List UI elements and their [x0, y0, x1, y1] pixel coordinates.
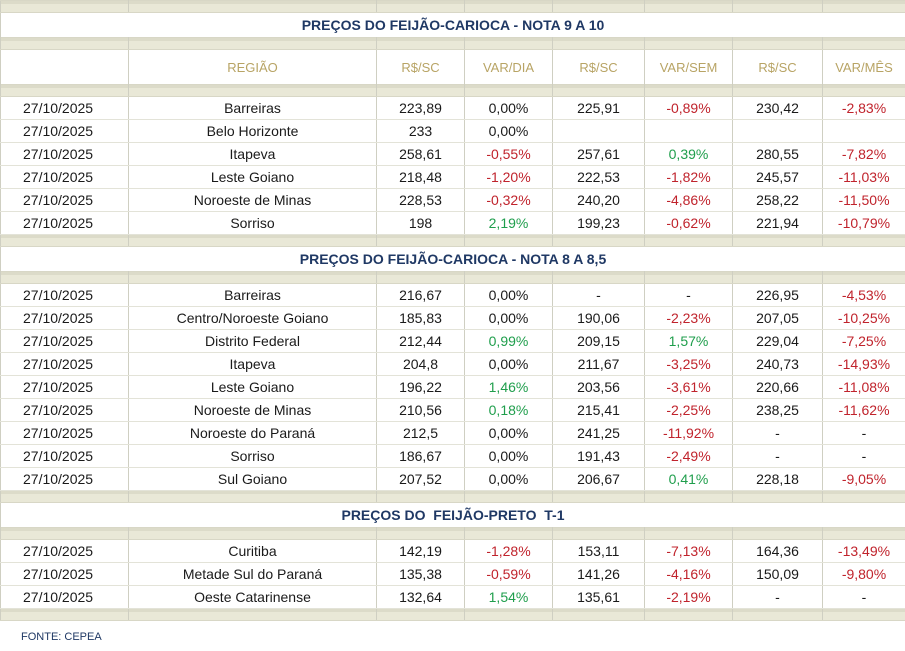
value-cell: 209,15 — [553, 330, 645, 353]
value-cell: 220,66 — [733, 376, 823, 399]
band-cell — [645, 85, 733, 97]
band-cell — [129, 272, 377, 284]
value-cell: 0,00% — [465, 97, 553, 120]
value-cell: 0,18% — [465, 399, 553, 422]
table-row — [1, 376, 905, 399]
value-cell: 211,67 — [553, 353, 645, 376]
band-row — [1, 528, 905, 540]
band-cell — [1, 528, 129, 540]
band-cell — [377, 491, 465, 503]
header-date-blank — [1, 50, 129, 85]
value-cell: 215,41 — [553, 399, 645, 422]
band-cell — [553, 235, 645, 247]
region-cell: Leste Goiano — [129, 166, 377, 189]
date-cell: 27/10/2025 — [1, 189, 129, 212]
value-cell — [645, 120, 733, 143]
band-cell — [733, 609, 823, 621]
band-cell — [553, 1, 645, 13]
value-cell: 0,39% — [645, 143, 733, 166]
table-row — [1, 563, 905, 586]
column-header: REGIÃO — [129, 50, 377, 85]
value-cell: 212,5 — [377, 422, 465, 445]
region-cell: Noroeste do Paraná — [129, 422, 377, 445]
band-cell — [1, 85, 129, 97]
value-cell: -7,82% — [823, 143, 905, 166]
value-cell: 218,48 — [377, 166, 465, 189]
value-cell: -11,92% — [645, 422, 733, 445]
value-cell: 0,00% — [465, 445, 553, 468]
band-cell — [553, 272, 645, 284]
value-cell: 142,19 — [377, 540, 465, 563]
table-row — [1, 166, 905, 189]
value-cell: -0,32% — [465, 189, 553, 212]
band-row — [1, 1, 905, 13]
section-title-row — [1, 247, 905, 272]
value-cell: 135,61 — [553, 586, 645, 609]
value-cell: - — [733, 586, 823, 609]
value-cell: 206,67 — [553, 468, 645, 491]
band-cell — [1, 1, 129, 13]
value-cell: 1,57% — [645, 330, 733, 353]
band-cell — [1, 609, 129, 621]
value-cell: -11,03% — [823, 166, 905, 189]
band-cell — [553, 609, 645, 621]
band-cell — [823, 528, 905, 540]
region-cell: Itapeva — [129, 143, 377, 166]
value-cell: -7,13% — [645, 540, 733, 563]
date-cell: 27/10/2025 — [1, 212, 129, 235]
table-row — [1, 307, 905, 330]
value-cell: -2,19% — [645, 586, 733, 609]
table-row — [1, 422, 905, 445]
value-cell: -11,62% — [823, 399, 905, 422]
region-cell: Curitiba — [129, 540, 377, 563]
value-cell: -9,80% — [823, 563, 905, 586]
value-cell — [553, 120, 645, 143]
column-header: R$/SC — [733, 50, 823, 85]
band-cell — [553, 491, 645, 503]
date-cell: 27/10/2025 — [1, 143, 129, 166]
band-cell — [733, 38, 823, 50]
band-cell — [465, 491, 553, 503]
value-cell: 230,42 — [733, 97, 823, 120]
band-cell — [377, 235, 465, 247]
value-cell: -7,25% — [823, 330, 905, 353]
region-cell: Leste Goiano — [129, 376, 377, 399]
value-cell: 207,05 — [733, 307, 823, 330]
date-cell: 27/10/2025 — [1, 399, 129, 422]
region-cell: Sul Goiano — [129, 468, 377, 491]
band-cell — [1, 38, 129, 50]
band-cell — [129, 38, 377, 50]
band-cell — [129, 609, 377, 621]
value-cell: -4,16% — [645, 563, 733, 586]
band-cell — [129, 1, 377, 13]
value-cell: - — [645, 284, 733, 307]
value-cell: 141,26 — [553, 563, 645, 586]
value-cell: -1,82% — [645, 166, 733, 189]
value-cell: 210,56 — [377, 399, 465, 422]
value-cell: 191,43 — [553, 445, 645, 468]
region-cell: Itapeva — [129, 353, 377, 376]
column-header: VAR/SEM — [645, 50, 733, 85]
value-cell: 257,61 — [553, 143, 645, 166]
value-cell: 135,38 — [377, 563, 465, 586]
band-cell — [1, 272, 129, 284]
value-cell: -0,59% — [465, 563, 553, 586]
band-cell — [645, 1, 733, 13]
value-cell: 190,06 — [553, 307, 645, 330]
table-row — [1, 97, 905, 120]
value-cell: -4,53% — [823, 284, 905, 307]
band-cell — [823, 85, 905, 97]
value-cell: 196,22 — [377, 376, 465, 399]
column-header: R$/SC — [377, 50, 465, 85]
band-row — [1, 38, 905, 50]
value-cell: 216,67 — [377, 284, 465, 307]
table-row — [1, 330, 905, 353]
value-cell: -14,93% — [823, 353, 905, 376]
value-cell: -1,28% — [465, 540, 553, 563]
value-cell: -10,25% — [823, 307, 905, 330]
date-cell: 27/10/2025 — [1, 284, 129, 307]
value-cell: - — [733, 445, 823, 468]
band-cell — [553, 38, 645, 50]
value-cell: -3,61% — [645, 376, 733, 399]
value-cell: 241,25 — [553, 422, 645, 445]
value-cell: -2,83% — [823, 97, 905, 120]
region-cell: Oeste Catarinense — [129, 586, 377, 609]
value-cell: 185,83 — [377, 307, 465, 330]
region-cell: Sorriso — [129, 212, 377, 235]
value-cell: -1,20% — [465, 166, 553, 189]
value-cell: -13,49% — [823, 540, 905, 563]
table-row — [1, 468, 905, 491]
value-cell: 280,55 — [733, 143, 823, 166]
band-row — [1, 491, 905, 503]
band-cell — [733, 235, 823, 247]
value-cell: 223,89 — [377, 97, 465, 120]
date-cell: 27/10/2025 — [1, 166, 129, 189]
value-cell: 0,41% — [645, 468, 733, 491]
band-cell — [129, 85, 377, 97]
date-cell: 27/10/2025 — [1, 540, 129, 563]
band-cell — [465, 38, 553, 50]
value-cell: 150,09 — [733, 563, 823, 586]
band-cell — [465, 528, 553, 540]
value-cell: 0,00% — [465, 422, 553, 445]
value-cell: -0,89% — [645, 97, 733, 120]
section-title: PREÇOS DO FEIJÃO-PRETO T-1 — [1, 503, 905, 528]
region-cell: Barreiras — [129, 97, 377, 120]
value-cell: -10,79% — [823, 212, 905, 235]
value-cell: -2,23% — [645, 307, 733, 330]
value-cell: - — [823, 445, 905, 468]
value-cell: 222,53 — [553, 166, 645, 189]
value-cell — [733, 120, 823, 143]
value-cell: -9,05% — [823, 468, 905, 491]
value-cell: -2,25% — [645, 399, 733, 422]
band-row — [1, 235, 905, 247]
table-row — [1, 120, 905, 143]
band-cell — [377, 85, 465, 97]
date-cell: 27/10/2025 — [1, 330, 129, 353]
value-cell: 240,20 — [553, 189, 645, 212]
value-cell: 0,00% — [465, 468, 553, 491]
table-row — [1, 143, 905, 166]
value-cell: 228,53 — [377, 189, 465, 212]
section-title: PREÇOS DO FEIJÃO-CARIOCA - NOTA 9 A 10 — [1, 13, 905, 38]
band-cell — [645, 491, 733, 503]
date-cell: 27/10/2025 — [1, 563, 129, 586]
source-note: FONTE: CEPEA — [21, 631, 102, 643]
band-cell — [465, 85, 553, 97]
date-cell: 27/10/2025 — [1, 353, 129, 376]
value-cell: -0,55% — [465, 143, 553, 166]
band-cell — [465, 272, 553, 284]
value-cell: -0,62% — [645, 212, 733, 235]
band-cell — [645, 235, 733, 247]
value-cell: 0,00% — [465, 120, 553, 143]
band-cell — [645, 609, 733, 621]
region-cell: Noroeste de Minas — [129, 189, 377, 212]
date-cell: 27/10/2025 — [1, 468, 129, 491]
value-cell: -2,49% — [645, 445, 733, 468]
value-cell: 0,00% — [465, 307, 553, 330]
section-title: PREÇOS DO FEIJÃO-CARIOCA - NOTA 8 A 8,5 — [1, 247, 905, 272]
column-header: R$/SC — [553, 50, 645, 85]
value-cell: 238,25 — [733, 399, 823, 422]
value-cell: - — [553, 284, 645, 307]
value-cell: 203,56 — [553, 376, 645, 399]
date-cell: 27/10/2025 — [1, 445, 129, 468]
value-cell: 225,91 — [553, 97, 645, 120]
band-cell — [377, 1, 465, 13]
table-row — [1, 353, 905, 376]
value-cell: 1,46% — [465, 376, 553, 399]
region-cell: Noroeste de Minas — [129, 399, 377, 422]
value-cell: - — [823, 586, 905, 609]
band-cell — [823, 609, 905, 621]
band-cell — [377, 38, 465, 50]
region-cell: Belo Horizonte — [129, 120, 377, 143]
band-cell — [823, 1, 905, 13]
value-cell: 204,8 — [377, 353, 465, 376]
region-cell: Centro/Noroeste Goiano — [129, 307, 377, 330]
section-title-row — [1, 503, 905, 528]
band-row — [1, 85, 905, 97]
band-cell — [129, 528, 377, 540]
band-cell — [377, 528, 465, 540]
band-cell — [733, 528, 823, 540]
section-title-row — [1, 13, 905, 38]
value-cell: 164,36 — [733, 540, 823, 563]
band-cell — [733, 491, 823, 503]
column-header-row — [1, 50, 905, 85]
value-cell: 199,23 — [553, 212, 645, 235]
table-row — [1, 284, 905, 307]
value-cell — [823, 120, 905, 143]
table-row — [1, 399, 905, 422]
value-cell: 240,73 — [733, 353, 823, 376]
band-cell — [129, 235, 377, 247]
value-cell: 245,57 — [733, 166, 823, 189]
band-cell — [823, 491, 905, 503]
band-cell — [1, 491, 129, 503]
band-cell — [465, 235, 553, 247]
band-cell — [377, 609, 465, 621]
band-cell — [129, 491, 377, 503]
table-row — [1, 212, 905, 235]
date-cell: 27/10/2025 — [1, 422, 129, 445]
value-cell: 221,94 — [733, 212, 823, 235]
band-cell — [823, 272, 905, 284]
date-cell: 27/10/2025 — [1, 97, 129, 120]
band-cell — [465, 609, 553, 621]
band-cell — [645, 528, 733, 540]
value-cell: 233 — [377, 120, 465, 143]
table-row — [1, 586, 905, 609]
band-cell — [823, 235, 905, 247]
band-cell — [645, 272, 733, 284]
region-cell: Barreiras — [129, 284, 377, 307]
value-cell: 198 — [377, 212, 465, 235]
table-row — [1, 445, 905, 468]
column-header: VAR/MÊS — [823, 50, 905, 85]
band-row — [1, 272, 905, 284]
band-cell — [823, 38, 905, 50]
date-cell: 27/10/2025 — [1, 586, 129, 609]
value-cell: 258,22 — [733, 189, 823, 212]
band-cell — [733, 85, 823, 97]
value-cell: -4,86% — [645, 189, 733, 212]
value-cell: 186,67 — [377, 445, 465, 468]
date-cell: 27/10/2025 — [1, 120, 129, 143]
band-cell — [377, 272, 465, 284]
region-cell: Distrito Federal — [129, 330, 377, 353]
value-cell: 212,44 — [377, 330, 465, 353]
region-cell: Sorriso — [129, 445, 377, 468]
band-cell — [553, 85, 645, 97]
value-cell: 0,00% — [465, 284, 553, 307]
value-cell: 153,11 — [553, 540, 645, 563]
region-cell: Metade Sul do Paraná — [129, 563, 377, 586]
value-cell: 228,18 — [733, 468, 823, 491]
value-cell: 258,61 — [377, 143, 465, 166]
table-row — [1, 540, 905, 563]
value-cell: - — [733, 422, 823, 445]
band-cell — [733, 272, 823, 284]
value-cell: 1,54% — [465, 586, 553, 609]
band-cell — [465, 1, 553, 13]
band-cell — [733, 1, 823, 13]
date-cell: 27/10/2025 — [1, 307, 129, 330]
value-cell: -3,25% — [645, 353, 733, 376]
table-body — [1, 1, 905, 621]
value-cell: 226,95 — [733, 284, 823, 307]
date-cell: 27/10/2025 — [1, 376, 129, 399]
band-cell — [1, 235, 129, 247]
value-cell: 132,64 — [377, 586, 465, 609]
value-cell: - — [823, 422, 905, 445]
value-cell: 0,99% — [465, 330, 553, 353]
value-cell: 229,04 — [733, 330, 823, 353]
table-row — [1, 189, 905, 212]
value-cell: -11,08% — [823, 376, 905, 399]
value-cell: 2,19% — [465, 212, 553, 235]
band-row — [1, 609, 905, 621]
value-cell: 207,52 — [377, 468, 465, 491]
column-header: VAR/DIA — [465, 50, 553, 85]
band-cell — [645, 38, 733, 50]
band-cell — [553, 528, 645, 540]
value-cell: -11,50% — [823, 189, 905, 212]
value-cell: 0,00% — [465, 353, 553, 376]
